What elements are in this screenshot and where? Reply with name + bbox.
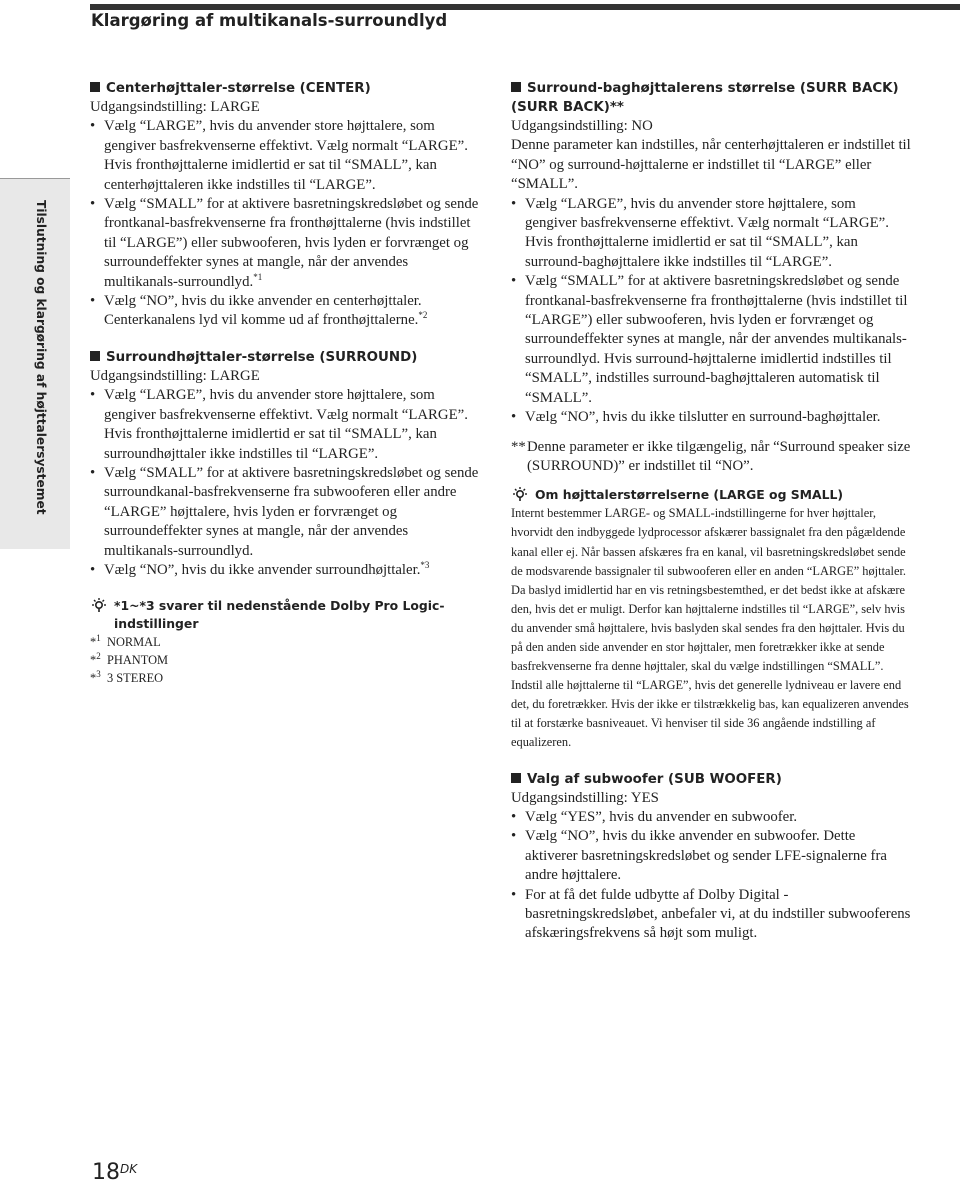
list-item: • Vælg “SMALL” for at aktivere basretningskredsløbet og sende frontkanal-basfrekvenserne fra fronthøjttalerne (hvis indstillet til “LARGE”) eller subwooferen, hvis lyden er forvrænget og surroundeffekter synes at mangle, når der anvendes multikanals-surroundlyd.$^{*1}$ [90, 196, 479, 290]
footnote-item: *$^3$ 3 STEREO [90, 669, 164, 686]
list-item: • Vælg “SMALL” for at aktivere basretningskredsløbet og sende surroundkanal-basfrekvenserne fra subwooferen eller andre “LARGE” højttalere, hvis lyden er forvrænget og surroundeffekter synes at mangle, når der anvendes multikanals-surroundlyd. [90, 464, 479, 559]
bullet-list [511, 195, 911, 428]
tip-paragraph: Da baslyd imidlertid har en vis retningsbestemthed, er det bedst ikke at afskære den, hvis det er muligt. Derfor kan højttalerne indstilles til “LARGE”, selv hvis du anvender små højttalere, hvis baslyden skal sendes fra den højttaler. Hvis du på den anden side anvender en stor højttaler, men foretrækker ikke at sende basfrekvenserne fra denne højttaler, skal du vælge indstillingen “SMALL”. [511, 582, 906, 674]
footnote-item: *$^1$ NORMAL [90, 633, 161, 650]
default-setting: Udgangsindstilling: LARGE [90, 99, 260, 115]
top-rule [90, 4, 960, 10]
tip-heading: *1~*3 svarer til nedenstående Dolby Pro Logic-indstillinger [90, 597, 480, 633]
bullet-list [90, 386, 480, 580]
square-bullet-icon [90, 82, 100, 92]
default-setting: Udgangsindstilling: NO [511, 118, 653, 134]
tip-paragraph: Internt bestemmer LARGE- og SMALL-indstillingerne for hver højttaler, hvorvidt den indbyggede lydprocessor afskærer bassignalet fra den pågældende kanal eller ej. Når bassen afskæres fra en kanal, vil basretningskredsløbet sende de modsvarende bassignaler til subwooferen eller en anden “LARGE” højttaler. [511, 506, 906, 578]
bullet-list [511, 808, 911, 944]
list-item: • Vælg “NO”, hvis du ikke anvender en subwoofer. Dette aktiverer basretningskredsløbet og sender LFE-signalerne fra andre højttalere. [511, 828, 887, 884]
tip-paragraph: Indstil alle højttalerne til “LARGE”, hvis det generelle lydniveau er lavere end det, du foretrækker. Hvis der ikke er tilstrækkelig bas, kan equalizeren anvendes til at forstærke basniveauet. Vi henviser til side 36 angående indstilling af equalizeren. [511, 678, 909, 750]
section-heading-subwoofer: Valg af subwoofer (SUB WOOFER) [511, 770, 911, 789]
list-item: • Vælg “NO”, hvis du ikke anvender surroundhøjttaler.$^{*3}$ [90, 560, 430, 578]
list-item: • Vælg “LARGE”, hvis du anvender store højttalere, som gengiver basfrekvenserne effektivt. Vælg normalt “LARGE”. Hvis fronthøjttalerne imidlertid er sat til “SMALL”, kan centerhøjttaleren ikke indstilles til “LARGE”. [90, 118, 468, 193]
list-item: • Vælg “SMALL” for at aktivere basretningskredsløbet og sende frontkanal-basfrekvenserne fra fronthøjttalerne (hvis indstillet til “LARGE”) eller subwooferen, hvis lyden er forvrænget og surroundeffekter synes at mangle, når der anvendes multikanals-surroundlyd. Hvis surround-højttalerne imidlertid indstilles til “SMALL”, indstilles surround-baghøjttaleren automatisk til “SMALL”. [511, 273, 908, 406]
default-setting: Udgangsindstilling: LARGE [90, 367, 260, 384]
tip-heading: Om højttalerstørrelserne (LARGE og SMALL) [511, 486, 911, 504]
bullet-list [90, 117, 480, 330]
page-header-title: Klargøring af multikanals-surroundlyd [91, 11, 448, 30]
list-item: • Vælg “LARGE”, hvis du anvender store højttalere, som gengiver basfrekvenserne effektivt. Vælg normalt “LARGE”. Hvis fronthøjttalerne imidlertid er sat til “SMALL”, kan surround-baghøjttalere ikke indstilles til “LARGE”. [511, 195, 889, 270]
right-column [511, 79, 911, 944]
square-bullet-icon [511, 773, 521, 783]
footnote-ref: *2 [418, 310, 428, 321]
side-tab-label: Tilslutning og klargøring af højttalersystemet [34, 200, 48, 515]
footnote-ref: *1 [253, 271, 263, 282]
left-column [90, 79, 480, 687]
section-heading-center: Centerhøjttaler-størrelse (CENTER) [90, 79, 480, 98]
lightbulb-icon [511, 486, 529, 504]
footnote-note: ** Denne parameter er ikke tilgængelig, når “Surround speaker size (SURROUND)” er indstillet til “NO”. [511, 438, 911, 474]
footnote-item: *$^2$ PHANTOM [90, 651, 169, 668]
page-number: $18^{DK}$ [92, 1160, 138, 1185]
section-heading-surr-back: Surround-baghøjttalerens størrelse (SURR BACK) (SURR BACK)** [511, 81, 899, 115]
intro-text: Denne parameter kan indstilles, når centerhøjttaleren er indstillet til “NO” og surround-højttalerne er indstillet til “LARGE” eller “SMALL”. [511, 137, 911, 193]
list-item: • Vælg “NO”, hvis du ikke anvender en centerhøjttaler. Centerkanalens lyd vil komme ud af fronthøjttalerne.$^{*2}$ [90, 293, 428, 329]
default-setting: Udgangsindstilling: YES [511, 789, 659, 806]
list-item: • For at få det fulde udbytte af Dolby Digital - basretningskredsløbet, anbefaler vi, at du indstiller subwooferens afskæringsfrekvens så højt som muligt. [511, 886, 911, 942]
footnote-ref: *3 [420, 560, 430, 571]
section-heading-surround: Surroundhøjttaler-størrelse (SURROUND) [90, 348, 480, 367]
lightbulb-icon [90, 597, 108, 615]
square-bullet-icon [90, 351, 100, 361]
square-bullet-icon [511, 82, 521, 92]
list-item: • Vælg “NO”, hvis du ikke tilslutter en surround-baghøjttaler. [511, 409, 881, 426]
list-item: • Vælg “LARGE”, hvis du anvender store højttalere, som gengiver basfrekvenserne effektivt. Vælg normalt “LARGE”. Hvis fronthøjttalerne imidlertid er sat til “SMALL”, kan surroundhøjttaler ikke indstilles til “LARGE”. [90, 387, 468, 462]
list-item: • Vælg “YES”, hvis du anvender en subwoofer. [511, 808, 798, 825]
